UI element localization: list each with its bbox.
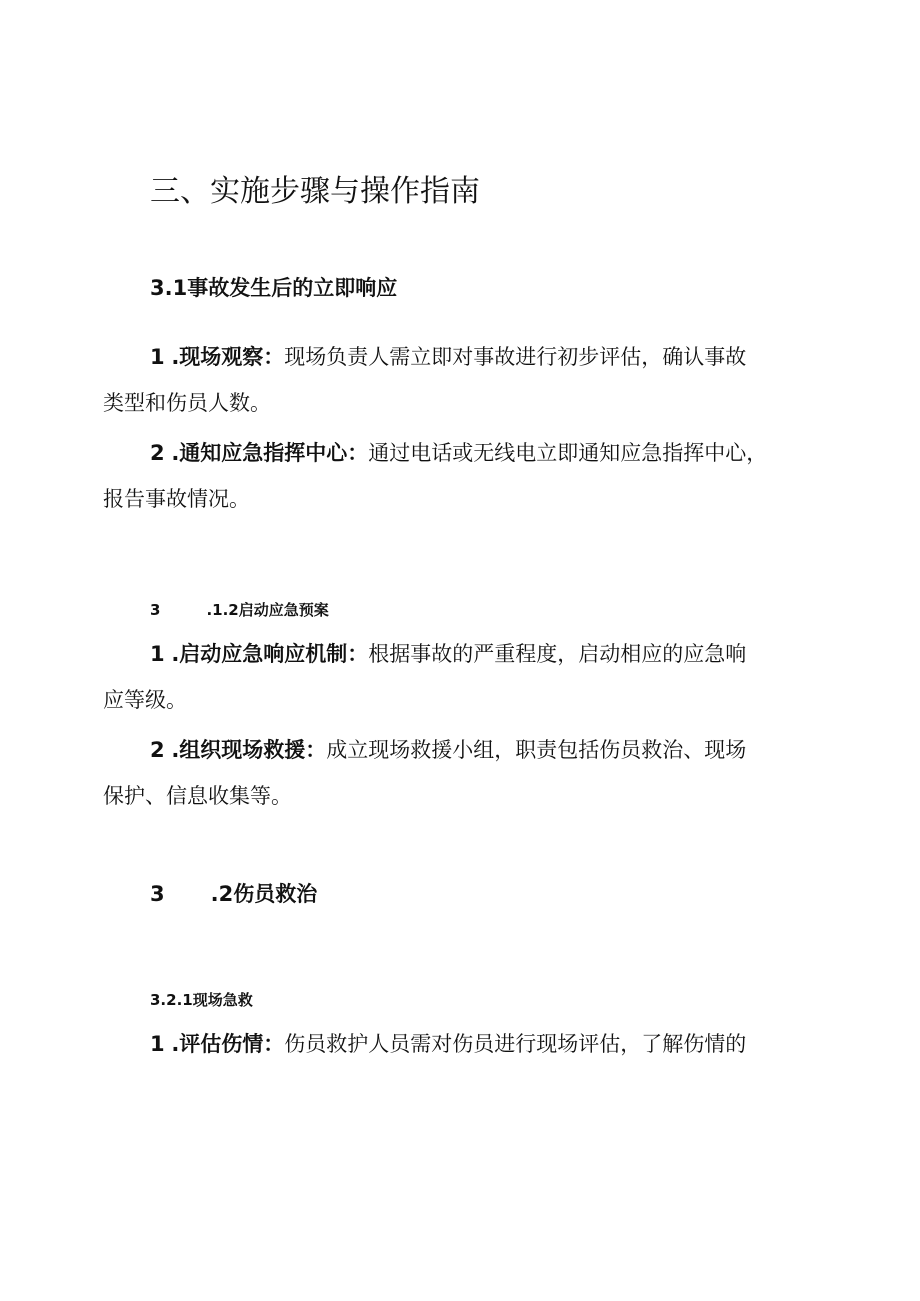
item-lead: .启动应急响应机制： [171, 642, 369, 666]
heading-text: .1.2启动应急预案 [206, 601, 329, 619]
item-text: 现场负责人需立即对事故进行初步评估，确认事故 [284, 345, 747, 369]
item-lead: .通知应急指挥中心： [171, 441, 369, 465]
subsection-3-1-title: 3.1事故发生后的立即响应 [150, 276, 398, 300]
subsection-3-2-title [150, 878, 317, 908]
paragraph-line: 报告事故情况。 [103, 487, 250, 511]
section-title: 三、实施步骤与操作指南 [150, 174, 480, 209]
paragraph-3-1-2-item-1 [103, 631, 823, 723]
subsection-3-2-1-title: 3.2.1现场急救 [150, 991, 253, 1009]
paragraph-line [103, 727, 823, 773]
paragraph-line: 应等级。 [103, 688, 187, 712]
item-text: 通过电话或无线电立即通知应急指挥中心， [368, 441, 768, 465]
item-text: 根据事故的严重程度，启动相应的应急响 [368, 642, 747, 666]
item-text: 伤员救护人员需对伤员进行现场评估，了解伤情的 [284, 1032, 747, 1056]
paragraph-3-2-1-item-1 [103, 1021, 823, 1067]
item-text: 成立现场救援小组，职责包括伤员救治、现场 [326, 738, 747, 762]
paragraph-3-1-item-2 [103, 430, 823, 522]
item-number: 1 [150, 345, 165, 369]
paragraph-3-1-2-item-2 [103, 727, 823, 819]
paragraph-line [103, 430, 823, 476]
item-number: 1 [150, 1032, 165, 1056]
item-number: 1 [150, 642, 165, 666]
heading-text: .2伤员救治 [210, 882, 318, 906]
paragraph-line [103, 334, 823, 380]
heading-number: 3 [150, 601, 161, 619]
paragraph-line [103, 1021, 823, 1067]
item-number: 2 [150, 738, 165, 762]
item-lead: .现场观察： [171, 345, 285, 369]
item-number: 2 [150, 441, 165, 465]
heading-number: 3 [150, 882, 165, 906]
paragraph-line: 类型和伤员人数。 [103, 391, 271, 415]
paragraph-line [103, 631, 823, 677]
item-lead: .评估伤情： [171, 1032, 285, 1056]
item-lead: .组织现场救援： [171, 738, 327, 762]
paragraph-line: 保护、信息收集等。 [103, 784, 292, 808]
subsection-3-1-2-title [150, 599, 329, 620]
paragraph-3-1-item-1 [103, 334, 823, 426]
